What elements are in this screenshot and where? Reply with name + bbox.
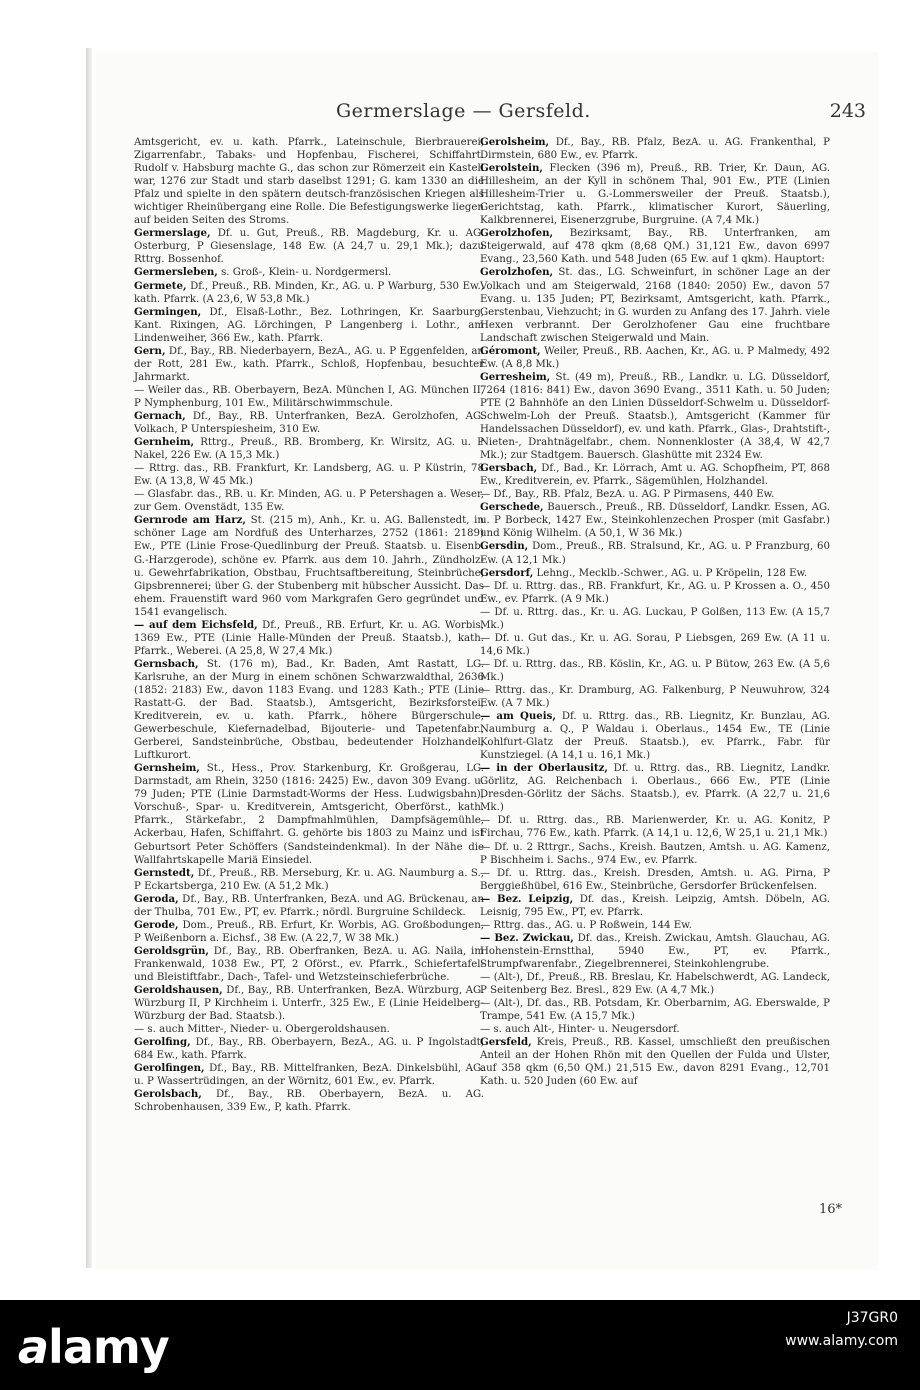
dictionary-entry	[480, 932, 830, 971]
entry-headword: Gerresheim,	[480, 370, 551, 383]
dictionary-entry	[134, 919, 484, 945]
entry-headword: Gern,	[134, 344, 166, 357]
dictionary-entry	[134, 488, 484, 514]
entry-text: St. das., LG. Schweinfurt, in schöner Lage an der Volkach und am Steigerwald, 2168 (1840: 2050) Ew., davon 57 Evang. u. 135 Juden; PT, Bezirksamt, Amtsgericht, kath. Pfarrk., Gerstenbau, Viehzucht; in G. wurden zu Anfang des 17. Jahrh. viele Hexen verbrannt. Der Gerolzhofener Gau eine fruchtbare Landschaft zwischen Steigerwald und Main.	[480, 267, 830, 344]
entry-headword: Gernsbach,	[134, 657, 199, 670]
entry-text: Weiler, Preuß., RB. Aachen, Kr., AG. u. P Malmedy, 492 Ew. (A 8,8 Mk.)	[480, 345, 830, 370]
dictionary-entry	[480, 488, 830, 501]
entry-text: St. (49 m), Preuß., RB., Landkr. u. LG. Düsseldorf, 7264 (1816: 841) Ew., davon 3690 Evang., 3511 Kath. u. 50 Juden; PTE (2 Bahnhöfe an den Linien Düsseldorf-Schwelm u. Düsseldorf-Schwelm-Loh der Preuß. Staatsb.), Amtsgericht (Kammer für Handelssachen Düsseldorf), ev. und kath. Pfarrk., Glas-, Drahtstift-, Nieten-, Drahtnägelfabr., chem. Nonnenkloster (A 38,4, W 42,7 Mk.); zur Stadtgem. Bauersch. Glashütte mit 2324 Ew.	[480, 371, 831, 462]
dictionary-entry	[134, 1036, 484, 1062]
entry-text: Amtsgericht, ev. u. kath. Pfarrk., Lateinschule, Bierbrauerei, Zigarrenfabr., Tabaks- und Hopfenbau, Fischerei, Schiffahrt. Rudolf v. Habsburg machte G., das schon zur Römerzeit ein Kastell war, 1276 zur Stadt und starb daselbst 1291; G. kam 1330 an die Pfalz und spielte in den spätern deutsch-französischen Kriegen als wichtiger Rheinübergang eine Rolle. Die Befestigungswerke liegen auf beiden Seiten des Stroms.	[134, 137, 484, 227]
entry-text: Df., Preuß., RB. Erfurt, Kr. u. AG. Worbis, 1369 Ew., PTE (Linie Halle-Münden der Preuß. Staatsb.), kath. Pfarrk., Weberei. (A 25,8, W 27,4 Mk.)	[134, 619, 484, 657]
dictionary-entry	[134, 762, 484, 866]
image-id: J37GR0	[846, 1310, 898, 1326]
entry-text: Df. u. Gut, Preuß., RB. Magdeburg, Kr. u. AG. Osterburg, P Giesenslage, 148 Ew. (A 24,7 u. 29,1 Mk.); dazu Rttrg. Bossenhof.	[134, 228, 484, 266]
dictionary-entry	[134, 945, 484, 984]
entry-headword: Gernach,	[134, 409, 186, 422]
entry-text: Df., Bay., RB. Niederbayern, BezA., AG. u. P Eggenfelden, an der Rott, 281 Ew., kath. Pfarrk., Schloß, Hopfenbau, besuchter Jahrmarkt.	[134, 345, 484, 383]
dictionary-entry	[134, 410, 484, 436]
entry-text: Df., Preuß., RB. Merseburg, Kr. u. AG. Naumburg a. S., P Eckartsberga, 210 Ew. (A 51,2 Mk.)	[134, 867, 484, 892]
dictionary-entry	[480, 814, 830, 840]
dictionary-entry	[134, 514, 484, 618]
entry-text: Df., Bay., RB. Pfalz, BezA. u. AG. Frankenthal, P Dirmstein, 680 Ew., ev. Pfarrk.	[480, 137, 830, 162]
entry-text: — Weiler das., RB. Oberbayern, BezA. München I, AG. München II, P Nymphenburg, 101 Ew., Militärschwimmschule.	[134, 384, 484, 409]
entry-text: Bezirksamt, Bay., RB. Unterfranken, am Steigerwald, auf 478 qkm (8,68 QM.) 31,121 Ew., davon 6997 Evang., 23,560 Kath. und 548 Juden (65 Ew. auf 1 qkm). Hauptort:	[480, 228, 830, 266]
entry-headword: Gernstedt,	[134, 866, 195, 879]
entry-text: — Df. u. Gut das., Kr. u. AG. Sorau, P Liebsgen, 269 Ew. (A 11 u. 14,6 Mk.)	[480, 632, 830, 657]
entry-text: Dom., Preuß., RB. Stralsund, Kr., AG. u. P Franzburg, 60 Ew. (A 12,1 Mk.)	[480, 541, 831, 566]
page-edge	[86, 48, 92, 1268]
entry-headword: Germingen,	[134, 305, 202, 318]
dictionary-entry	[480, 710, 830, 762]
entry-headword: Geroda,	[134, 892, 179, 905]
entry-headword: — am Queis,	[480, 710, 556, 723]
entry-text: s. Groß-, Klein- u. Nordgermersl.	[221, 267, 392, 279]
dictionary-entry	[480, 462, 830, 488]
entry-headword: Gernheim,	[134, 436, 195, 449]
dictionary-entry	[134, 893, 484, 919]
entry-text: — Rttrg. das., Kr. Dramburg, AG. Falkenburg, P Neuwuhrow, 324 Ew. (A 7 Mk.)	[480, 684, 830, 710]
entry-text: Df., Elsaß-Lothr., Bez. Lothringen, Kr. Saarburg, Kant. Rixingen, AG. Lörchingen, P Langenberg i. Lothr., am Lindenweiher, 366 Ew., kath. Pfarrk.	[134, 306, 484, 344]
dictionary-entry	[480, 227, 830, 266]
signature-mark: 16*	[818, 1202, 842, 1217]
entry-headword: Gerolsheim,	[480, 136, 550, 148]
entry-text: — Glasfabr. das., RB. u. Kr. Minden, AG. u. P Petershagen a. Weser, zur Gem. Ovenstädt, 135 Ew.	[134, 489, 484, 514]
entry-text: — Df. u. Rttrg. das., Kreish. Dresden, Amtsh. u. AG. Pirna, P Berggießhübel, 616 Ew., Steinbrüche, Gersdorfer Brückenfelsen.	[480, 867, 830, 892]
entry-headword: Gerschede,	[480, 501, 544, 514]
entry-text: Df., Bay., RB. Unterfranken, BezA. Würzburg, AG. Würzburg II, P Kirchheim i. Unterfr., 325 Ew., E (Linie Heidelberg-Würzburg der Bad. Staatsb.).	[134, 985, 484, 1023]
entry-headword: Gersdin,	[480, 540, 529, 553]
entry-text: Df., Bay., RB. Mittelfranken, BezA. Dinkelsbühl, AG. u. P Wassertrüdingen, an der Wörnitz, 601 Ew., ev. Pfarrk.	[134, 1063, 484, 1088]
dictionary-entry	[480, 345, 830, 371]
entry-text: Df., Bay., RB. Oberbayern, BezA., AG. u. P Ingolstadt, 684 Ew., kath. Pfarrk.	[134, 1037, 484, 1062]
dictionary-entry	[480, 501, 830, 540]
dictionary-entry	[134, 867, 484, 893]
watermark-url: www.alamy.com	[785, 1333, 898, 1349]
dictionary-entry	[480, 606, 830, 632]
dictionary-entry	[480, 1036, 830, 1088]
entry-text: Df. das., Kreish. Zwickau, Amtsh. Glauchau, AG. Hohenstein-Ernstthal, 5940 Ew., PT, ev. Pfarrk., Strumpfwarenfabr., Ziegelbrennerei, Steinkohlengrube.	[480, 932, 830, 970]
entry-text: Lehng., Mecklb.-Schwer., AG. u. P Kröpelin, 128 Ew.	[536, 567, 808, 579]
entry-headword: Germersleben,	[134, 266, 218, 279]
dictionary-entry	[480, 371, 830, 462]
scanned-page	[96, 52, 878, 1270]
dictionary-entry	[134, 136, 484, 227]
dictionary-entry	[480, 684, 830, 710]
dictionary-entry	[480, 1023, 830, 1036]
page-number: 243	[829, 100, 866, 122]
entry-text: — Df. u. Rttrg. das., Kr. u. AG. Luckau, P Golßen, 113 Ew. (A 15,7 Mk.)	[480, 606, 830, 631]
dictionary-entry	[480, 841, 830, 867]
entry-text: Df., Bay., RB. Unterfranken, BezA. und AG. Brückenau, an der Thulba, 701 Ew., PT, ev. Pfarrk.; nördl. Burgruine Schildeck.	[134, 893, 484, 918]
left-column	[134, 136, 484, 1115]
dictionary-entry	[134, 1088, 484, 1114]
entry-text: Dom., Preuß., RB. Erfurt, Kr. Worbis, AG. Großbodungen, P Weißenborn a. Eichsf., 38 Ew. (A 22,7, W 38 Mk.)	[134, 919, 485, 944]
entry-text: Df. u. Rttrg. das., RB. Liegnitz, Kr. Bunzlau, AG. Naumburg a. Q., P Waldau i. Oberlaus., 1454 Ew., TE (Linie Kohlfurt-Glatz der Preuß. Staatsb.), ev. Pfarrk., Fabr. für Kunstziegel. (A 14,1 u. 16,1 Mk.)	[480, 711, 830, 762]
running-title: Germerslage — Gersfeld.	[336, 100, 591, 122]
entry-text: St., Hess., Prov. Starkenburg, Kr. Großgerau, LG. Darmstadt, am Rhein, 3250 (1816: 2425) Ew., davon 309 Evang. u. 79 Juden; PTE (Linie Darmstadt-Worms der Hess. Ludwigsbahn), Vorschuß-, Spar- u. Kreditverein, Amtsgericht, Oberförst., kath. Pfarrk., Stärkefabr., 2 Dampfmahlmühlen, Dampfsägemühle, Ackerbau, Hafen, Schiffahrt. G. gehörte bis 1803 zu Mainz und ist Geburtsort Peter Schöffers (Sandsteindenkmal). In der Nähe die Wallfahrtskapelle Mariä Einsiedel.	[134, 763, 484, 866]
entry-headword: Gerolzhofen,	[480, 227, 554, 240]
entry-text: — Df. u. Rttrg. das., RB. Marienwerder, Kr. u. AG. Konitz, P Firchau, 776 Ew., kath. Pfarrk. (A 14,1 u. 12,6, W 25,1 u. 21,1 Mk.)	[480, 815, 830, 840]
entry-text: St. (215 m), Anh., Kr. u. AG. Ballenstedt, in schöner Lage am Nordfuß des Unterharzes, 2752 (1861: 2189) Ew., PTE (Linie Frose-Quedlinburg der Preuß. Staatsb. u. Eisenb. G.-Harzgerode), schöne ev. Pfarrk. aus dem 10. Jahrh., Zündholz- u. Gewehrfabrikation, Obstbau, Fruchtsaftbereitung, Steinbrüche, Gipsbrennerei; über G. der Stubenberg mit hübscher Aussicht. Das ehem. Frauenstift ward 960 vom Markgrafen Gero gegründet und 1541 evangelisch.	[134, 515, 484, 618]
entry-text: Flecken (396 m), Preuß., RB. Trier, Kr. Daun, AG. Hillesheim, an der Kyll in schönem Thal, 901 Ew., PTE (Linien Hillesheim-Trier u. G.-Lommersweiler der Preuß. Staatsb.), Gerichtstag, kath. Pfarrk., klimatischer Kurort, Säuerling, Kalkbrennerei, Eisenerzgrube, Burgruine. (A 7,4 Mk.)	[480, 163, 830, 227]
entry-text: Df., Bay., RB. Unterfranken, BezA. Gerolzhofen, AG. Volkach, P Unterspiesheim, 310 Ew.	[134, 410, 484, 436]
entry-text: Df., Preuß., RB. Minden, Kr., AG. u. P Warburg, 530 Ew., kath. Pfarrk. (A 23,6, W 53,8 Mk.)	[134, 280, 484, 305]
dictionary-entry	[480, 540, 830, 566]
running-header	[96, 100, 878, 130]
dictionary-entry	[480, 762, 830, 814]
entry-text: Df., Bay., RB. Oberbayern, BezA. u. AG. Schrobenhausen, 339 Ew., P, kath. Pfarrk.	[134, 1089, 484, 1114]
entry-headword: Gerolstein,	[480, 162, 543, 175]
entry-text: — Df. u. 2 Rttrgr., Sachs., Kreish. Bautzen, Amtsh. u. AG. Kamenz, P Bischheim i. Sachs., 974 Ew., ev. Pfarrk.	[480, 841, 830, 866]
entry-headword: — Bez. Zwickau,	[480, 931, 574, 944]
dictionary-entry	[480, 919, 830, 932]
entry-headword: — Bez. Leipzig,	[480, 892, 574, 905]
dictionary-entry	[480, 162, 830, 227]
dictionary-entry	[480, 658, 830, 684]
dictionary-entry	[134, 1062, 484, 1088]
entry-headword: Gernsheim,	[134, 762, 200, 775]
entry-headword: — auf dem Eichsfeld,	[134, 618, 258, 631]
entry-text: Df., Bad., Kr. Lörrach, Amt u. AG. Schopfheim, PT, 868 Ew., Kreditverein, ev. Pfarrk., Sägemühlen, Holzhandel.	[480, 463, 830, 488]
dictionary-entry	[134, 658, 484, 762]
dictionary-entry	[134, 266, 484, 279]
entry-headword: Gersdorf,	[480, 566, 534, 579]
entry-text: — Df. u. Rttrg. das., RB. Frankfurt, Kr., AG. u. P Krossen a. O., 450 Ew., ev. Pfarrk. (A 9 Mk.)	[480, 580, 830, 605]
dictionary-entry	[480, 971, 830, 997]
dictionary-entry	[134, 436, 484, 462]
dictionary-entry	[134, 462, 484, 488]
watermark-banner	[0, 1300, 920, 1390]
dictionary-entry	[480, 580, 830, 606]
dictionary-entry	[134, 306, 484, 345]
entry-text: Kreis, Preuß., RB. Kassel, umschließt den preußischen Anteil an der Hohen Rhön mit den Quellen der Fulda und Ulster, auf 358 qkm (6,50 QM.) 21,515 Ew., davon 8291 Evang., 12,701 Kath. u. 520 Juden (60 Ew. auf	[480, 1037, 830, 1088]
dictionary-entry	[134, 384, 484, 410]
entry-text: Rttrg., Preuß., RB. Bromberg, Kr. Wirsitz, AG. u. P Nakel, 226 Ew. (A 15,3 Mk.)	[134, 437, 484, 462]
entry-text: — Df., Bay., RB. Pfalz, BezA. u. AG. P Pirmasens, 440 Ew.	[480, 489, 775, 501]
dictionary-entry	[480, 997, 830, 1023]
entry-text: — Rttrg. das., RB. Frankfurt, Kr. Landsberg, AG. u. P Küstrin, 78 Ew. (A 13,8, W 45 Mk.)	[134, 463, 484, 488]
entry-headword: Germete,	[134, 279, 187, 292]
entry-headword: Géromont,	[480, 344, 541, 357]
dictionary-entry	[134, 619, 484, 658]
entry-headword: Gersfeld,	[480, 1036, 532, 1049]
dictionary-entry	[480, 893, 830, 919]
dictionary-entry	[134, 345, 484, 384]
entry-text: Df. das., Kreish. Leipzig, Amtsh. Döbeln, AG. Leisnig, 795 Ew., PT, ev. Pfarrk.	[480, 893, 831, 918]
entry-text: — (Alt-), Df., Preuß., RB. Breslau, Kr. Habelschwerdt, AG. Landeck, P Seitenberg Bez. Bresl., 829 Ew. (A 4,7 Mk.)	[480, 972, 830, 997]
entry-text: St. (176 m), Bad., Kr. Baden, Amt Rastatt, LG. Karlsruhe, an der Murg in einem schönen Schwarzwaldthal, 2636 (1852: 2183) Ew., davon 1183 Evang. und 1283 Kath.; PTE (Linie Rastatt-G. der Bad. Staatsb.), Amtsgericht, Bezirksforstei, Kreditverein, ev. u. kath. Pfarrk., höhere Bürgerschule, Gewerbeschule, Kiefernadelbad, Bijouterie- und Tapetenfabr., Gerberei, Sandsteinbrüche, Obstbau, bedeutender Holzhandel, Luftkurort.	[134, 658, 484, 762]
dictionary-entry	[134, 1023, 484, 1036]
entry-text: Df., Bay., RB. Oberfranken, BezA. u. AG. Naila, im Frankenwald, 1038 Ew., PT, 2 Oförst., ev. Pfarrk., Schiefertafel- und Bleistiftfabr., Dach-, Tafel- und Wetzsteinschieferbrüche.	[134, 945, 484, 983]
entry-headword: Gerolzhofen,	[480, 266, 554, 279]
dictionary-entry	[480, 867, 830, 893]
entry-headword: — in der Oberlausitz,	[480, 762, 608, 775]
entry-text: — s. auch Alt-, Hinter- u. Neugersdorf.	[480, 1024, 680, 1036]
alamy-logo: alamy	[18, 1320, 169, 1374]
entry-text: Bauersch., Preuß., RB. Düsseldorf, Landkr. Essen, AG. u. P Borbeck, 1427 Ew., Steinkohlenzechen Prosper (mit Gasfabr.) und König Wilhelm. (A 50,1, W 36 Mk.)	[480, 502, 830, 540]
entry-headword: Gerolfing,	[134, 1036, 191, 1049]
dictionary-entry	[480, 567, 830, 580]
entry-text: Df. u. Rttrg. das., RB. Liegnitz, Landkr. Görlitz, AG. Reichenbach i. Oberlaus., 666 Ew., PTE (Linie Dresden-Görlitz der Sächs. Staatsb.), ev. Pfarrk. (A 22,7 u. 21,6 Mk.)	[480, 763, 830, 814]
dictionary-entry	[134, 280, 484, 306]
entry-text: — Df. u. Rttrg. das., RB. Köslin, Kr., AG. u. P Bütow, 263 Ew. (A 5,6 Mk.)	[480, 658, 830, 683]
entry-text: — (Alt-), Df. das., RB. Potsdam, Kr. Oberbarnim, AG. Eberswalde, P Trampe, 541 Ew. (A 15,7 Mk.)	[480, 998, 830, 1023]
entry-text: — s. auch Mitter-, Nieder- u. Obergeroldshausen.	[134, 1024, 390, 1036]
right-column	[480, 136, 830, 1088]
dictionary-entry	[480, 266, 830, 344]
entry-text: — Rttrg. das., AG. u. P Roßwein, 144 Ew.	[480, 919, 692, 931]
dictionary-entry	[134, 227, 484, 266]
entry-headword: Gerode,	[134, 918, 179, 931]
entry-headword: Geroldshausen,	[134, 984, 223, 997]
dictionary-entry	[134, 984, 484, 1023]
entry-headword: Germerslage,	[134, 227, 211, 240]
entry-headword: Gerolfingen,	[134, 1062, 205, 1075]
dictionary-entry	[480, 136, 830, 162]
entry-headword: Gersbach,	[480, 462, 538, 475]
dictionary-entry	[480, 632, 830, 658]
entry-headword: Gernrode am Harz,	[134, 514, 246, 527]
entry-headword: Gerolsbach,	[134, 1088, 202, 1101]
entry-headword: Geroldsgrün,	[134, 944, 209, 957]
